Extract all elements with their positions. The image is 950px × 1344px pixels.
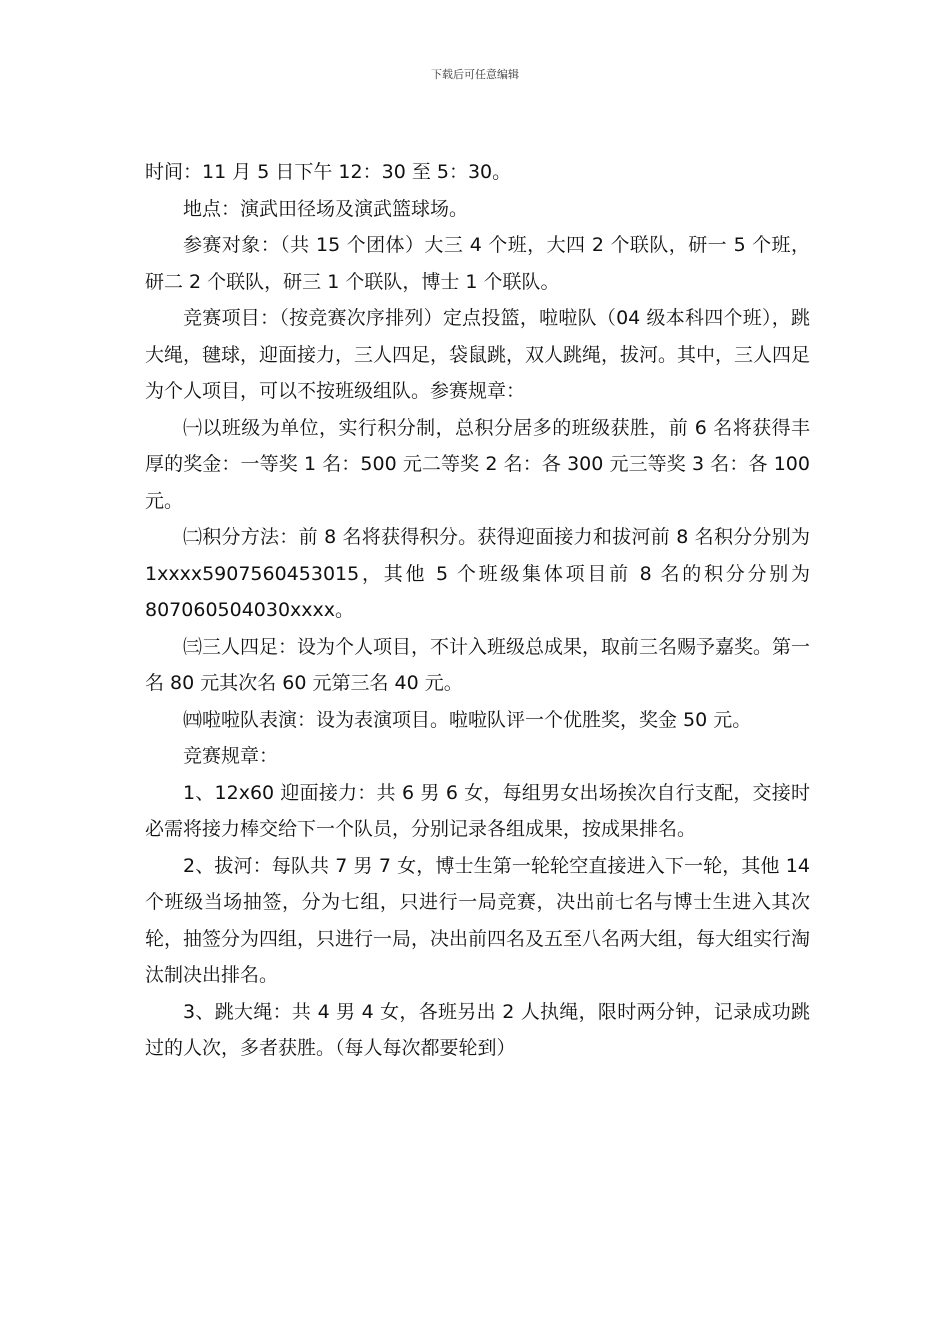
paragraph-rule-2: ㈡积分方法：前 8 名将获得积分。获得迎面接力和拔河前 8 名积分分别为 1xxxx5907560453015，其他 5 个班级集体项目前 8 名的积分分别为 807060504030xxxx。 [145,526,810,621]
page-header: 下载后可任意编辑 [431,68,519,81]
paragraph-competition-rules-heading: 竞赛规章： [183,745,279,767]
paragraph-relay: 1、12x60 迎面接力：共 6 男 6 女，每组男女出场挨次自行支配，交接时必需将接力棒交给下一个队员，分别记录各组成果，按成果排名。 [145,781,810,840]
paragraph-events: 竞赛项目：（按竞赛次序排列）定点投篮，啦啦队（04 级本科四个班），跳大绳，毽球，迎面接力，三人四足，袋鼠跳，双人跳绳，拔河。其中，三人四足为个人项目，可以不按班级组队。参赛规章： [145,307,811,402]
paragraph-rule-3: ㈢三人四足：设为个人项目，不计入班级总成果，取前三名赐予嘉奖。第一名 80 元其次名 60 元第三名 40 元。 [145,635,811,694]
paragraph-rule-4: ㈣啦啦队表演：设为表演项目。啦啦队评一个优胜奖，奖金 50 元。 [183,708,752,731]
document-body [145,154,810,1067]
paragraph-time: 时间：11 月 5 日下午 12：30 至 5：30。 [145,161,512,183]
paragraph-long-rope: 3、跳大绳：共 4 男 4 女，各班另出 2 人执绳，限时两分钟，记录成功跳过的人次，多者获胜。（每人每次都要轮到） [145,1000,810,1059]
paragraph-participants: 参赛对象：（共 15 个团体）大三 4 个班，大四 2 个联队，研一 5 个班，研二 2 个联队，研三 1 个联队，博士 1 个联队。 [145,234,810,293]
paragraph-location: 地点：演武田径场及演武篮球场。 [183,197,469,220]
paragraph-tug-of-war: 2、拔河：每队共 7 男 7 女，博士生第一轮轮空直接进入下一轮，其他 14 个班级当场抽签，分为七组，只进行一局竞赛，决出前七名与博士生进入其次轮，抽签分为四组，只进行一局，决出前四名及五至八名两大组，每大组实行淘汰制决出排名。 [145,854,811,986]
paragraph-rule-1: ㈠以班级为单位，实行积分制，总积分居多的班级获胜，前 6 名将获得丰厚的奖金：一等奖 1 名：500 元二等奖 2 名：各 300 元三等奖 3 名：各 100 元。 [145,416,810,512]
